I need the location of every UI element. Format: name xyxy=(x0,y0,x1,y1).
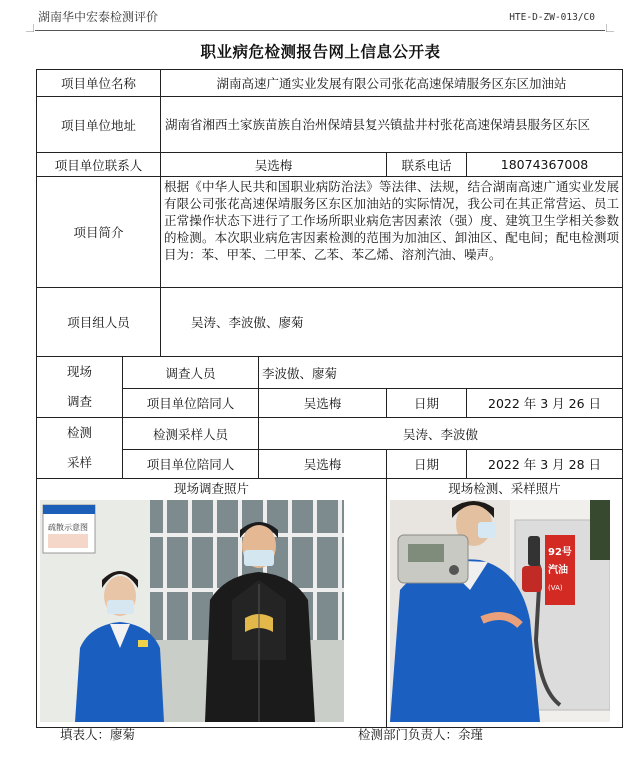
header-code: HTE-D-ZW-013/C0 xyxy=(509,12,595,23)
contact-value: 吴选梅 xyxy=(161,153,387,177)
survey-date-label: 日期 xyxy=(387,389,467,418)
test-escort-value: 吴选梅 xyxy=(259,450,387,479)
team-value: 吴涛、李波傲、廖菊 xyxy=(161,288,623,357)
test-label-line1: 检测 xyxy=(66,425,92,440)
head-label: 检测部门负责人： xyxy=(358,727,459,742)
survey-photo-sign-text: 疏散示意图 xyxy=(48,523,88,532)
page-title: 职业病危检测报告网上信息公开表 xyxy=(200,43,441,61)
unit-addr-value: 湖南省湘西土家族苗族自治州保靖县复兴镇盐井村张花高速保靖县服务区东区 xyxy=(161,97,623,153)
survey-staff-value: 李波傲、廖菊 xyxy=(259,357,623,389)
test-photo-fuel-grade: 92号 xyxy=(548,547,572,558)
header-org: 湖南华中宏泰检测评价 xyxy=(38,10,159,24)
crop-mark-right xyxy=(606,24,614,32)
crop-mark-left xyxy=(26,24,34,32)
test-section-label xyxy=(37,418,123,479)
intro-label: 项目简介 xyxy=(37,177,161,288)
head-signature xyxy=(358,725,483,743)
survey-photo-image xyxy=(40,500,344,722)
test-photo xyxy=(390,500,610,722)
test-date-value: 2022 年 3 月 28 日 xyxy=(467,450,623,479)
contact-label: 项目单位联系人 xyxy=(37,153,161,177)
survey-escort-label: 项目单位陪同人 xyxy=(123,389,259,418)
survey-label-line1: 现场 xyxy=(66,364,92,379)
filler-name: 廖菊 xyxy=(110,727,136,742)
unit-name-value: 湖南高速广通实业发展有限公司张花高速保靖服务区东区加油站 xyxy=(161,70,623,97)
survey-photo xyxy=(40,500,383,722)
survey-label-line2: 调查 xyxy=(66,394,92,409)
survey-photo-label: 现场调查照片 xyxy=(174,481,250,496)
test-photo-label: 现场检测、采样照片 xyxy=(448,481,561,496)
filler-label: 填表人： xyxy=(60,727,111,742)
info-table xyxy=(36,69,623,728)
header-rule xyxy=(35,30,605,31)
phone-value: 18074367008 xyxy=(467,153,623,177)
test-staff-label: 检测采样人员 xyxy=(123,418,259,450)
unit-name-label: 项目单位名称 xyxy=(37,70,161,97)
test-date-label: 日期 xyxy=(387,450,467,479)
phone-label: 联系电话 xyxy=(387,153,467,177)
survey-date-value: 2022 年 3 月 26 日 xyxy=(467,389,623,418)
team-label: 项目组人员 xyxy=(37,288,161,357)
test-photo-image xyxy=(390,500,610,722)
test-staff-value: 吴涛、李波傲 xyxy=(259,418,623,450)
survey-escort-value: 吴选梅 xyxy=(259,389,387,418)
test-photo-fuel-type: 汽油 xyxy=(548,565,569,576)
head-name: 余瑾 xyxy=(458,727,484,742)
test-escort-label: 项目单位陪同人 xyxy=(123,450,259,479)
test-photo-cell xyxy=(387,479,623,728)
filler-signature xyxy=(60,725,135,743)
intro-text: 根据《中华人民共和国职业病防治法》等法律、法规，结合湖南高速广通实业发展有限公司张花高速保靖服务区东区加油站的实际情况，我公司在其正常营运、员工正常操作状态下进行了工作场所职业病危害因素浓（强）度、建筑卫生学相关参数的检测。本次职业病危害因素检测的范围为加油区、卸油区、配电间；配电检测项目为：苯、甲苯、二甲苯、乙苯、苯乙烯、溶剂汽油、噪声。 xyxy=(161,177,623,288)
test-label-line2: 采样 xyxy=(66,455,92,470)
unit-addr-label: 项目单位地址 xyxy=(37,97,161,153)
survey-staff-label: 调查人员 xyxy=(123,357,259,389)
survey-photo-cell xyxy=(37,479,387,728)
test-photo-fuel-note: (VA) xyxy=(548,584,563,592)
survey-section-label xyxy=(37,357,123,418)
